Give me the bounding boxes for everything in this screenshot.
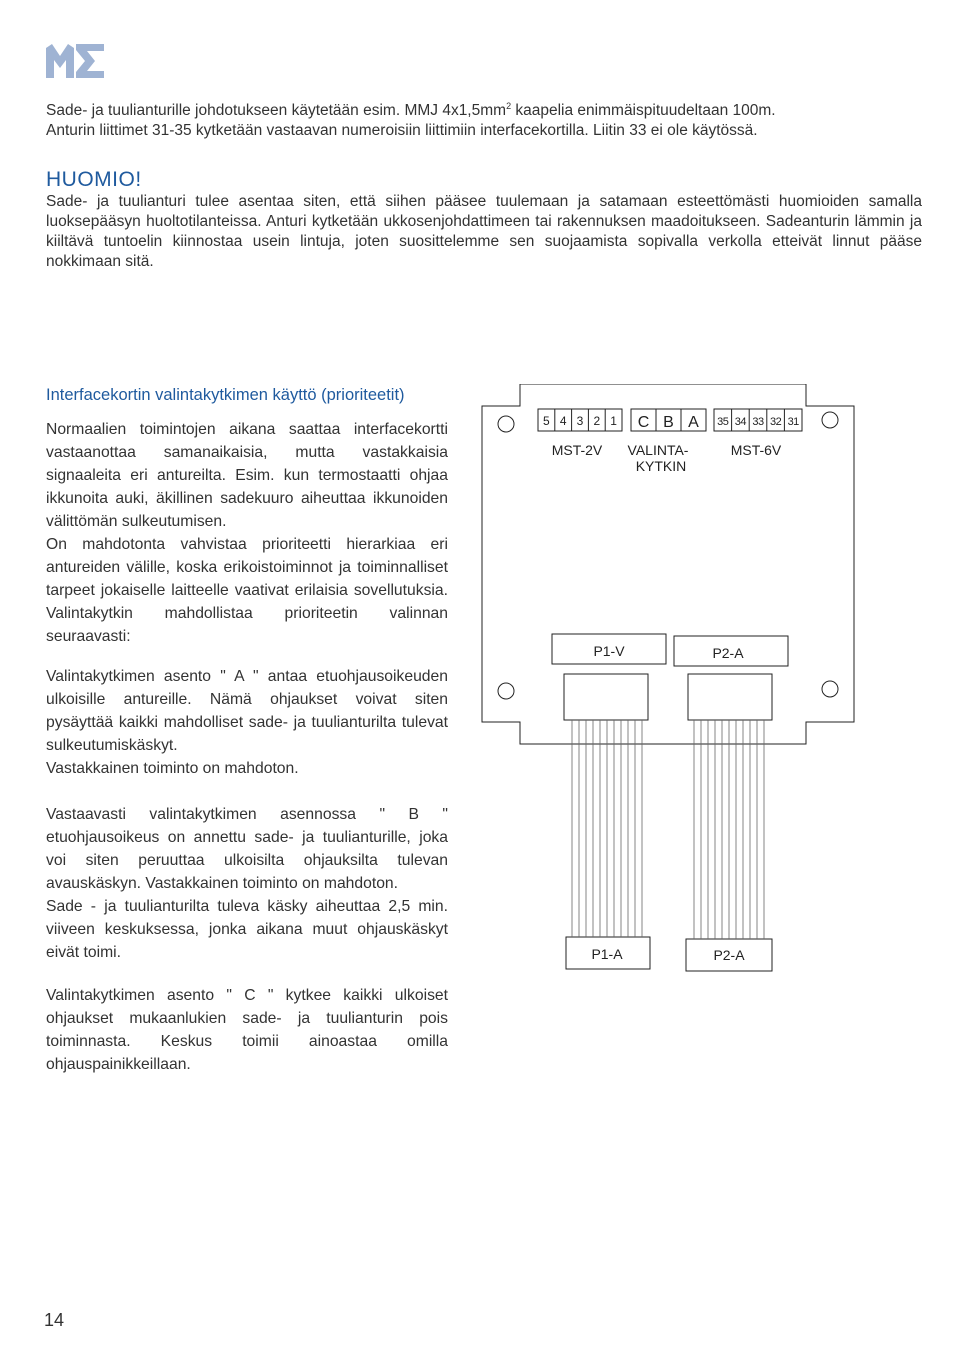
- selector-position: A: [688, 414, 699, 431]
- paragraph-1: Normaalien toimintojen aikana saattaa interfacekortti vastaanottaa samanaikaisia, mutta vastakkaisia signaaleita eri antureilta. Esim. kun termostaatti ohjaa ikkunoita auki, äkillinen sadekuuro aiheuttaa ikkunoiden välittömän sulkeutumisen. On mahdotonta vahvistaa prioriteetti hierarkiaa eri antureiden välille, koska erikoistoiminnot ja toiminnalliset tarpeet jokaiselle laitteelle vaativat erilaisia sovellutuksia. Valintakytkin mahdollistaa prioriteetin valinnan seuraavasti:: [46, 421, 448, 645]
- mst2v-pin: 3: [576, 414, 584, 428]
- p1v-label: P1-V: [593, 643, 625, 659]
- me-logo-icon: [46, 44, 104, 78]
- warning-title: HUOMIO!: [46, 168, 142, 191]
- paragraph-option-c: Valintakytkimen asento " C " kytkee kaikki ulkoiset ohjaukset mukaanlukien sade- ja tuulianturin pois toiminnasta. Keskus toimii ainoastaa omilla ohjauspainikkeillaan.: [46, 987, 448, 1073]
- interface-board-diagram: [476, 384, 866, 994]
- p1a-label: P1-A: [591, 946, 623, 962]
- selector-label-1: VALINTA-: [627, 442, 689, 458]
- intro-text: [46, 96, 926, 141]
- paragraph-option-b: Vastaavasti valintakytkimen asennossa " B " etuohjausoikeus on annettu sade- ja tuulianturille, joka voi siten peruuttaa ulkoisilta ohjauksilta tulevan avauskäskyn. Vastakkainen toiminto on mahdoton. Sade - ja tuulianturilta tuleva käsky aiheuttaa 2,5 min. viiveen keskuksessa, jonka aikana muut ohjauskäskyt eivät toimi.: [46, 806, 448, 961]
- mst2v-pin: 1: [610, 414, 617, 428]
- warning-text: Sade- ja tuulianturi tulee asentaa siten, että siihen pääsee tuulemaan ja satamaan esteettömästi huomioiden samalla luoksepääsyn huoltotilanteissa. Anturi kytketään ukkosenjohdattimeen tai rakennuksen maadoitukseen. Sadeanturin lämmin ja kiiltävä tuntoelin kiinnostaa usein lintuja, joten suosittelemme sen suojaamista sopivalla verkolla etteivät linnut pääse nokkimaan sitä.: [46, 193, 922, 270]
- page-number: 14: [44, 1310, 65, 1330]
- mst6v-label: MST-6V: [730, 442, 782, 458]
- mst6v-pin: 34: [734, 416, 747, 428]
- section-title: Interfacekortin valintakytkimen käyttö (prioriteetit): [46, 386, 405, 404]
- mst2v-pin: 4: [559, 414, 567, 428]
- selector-position: B: [663, 414, 674, 431]
- selector-label-2: KYTKIN: [635, 458, 687, 474]
- intro-line-1: Sade- ja tuulianturille johdotukseen käytetään esim. MMJ $4x1,5mm^2$ kaapelia enimmäispituudeltaan 100m.: [46, 101, 776, 120]
- mst6v-pin: 33: [752, 416, 764, 428]
- mst2v-label: MST-2V: [551, 442, 603, 458]
- selector-position: C: [637, 414, 650, 431]
- mst6v-pin: 35: [717, 416, 729, 428]
- mst6v-pin: 31: [787, 416, 799, 428]
- paragraph-option-a: Valintakytkimen asento " A " antaa etuohjausoikeuden ulkoisille antureille. Nämä ohjaukset voivat siten pysäyttää kaikki mahdolliset sade- ja tuulianturilta tulevat sulkeutumiskäskyt. Vastakkainen toiminto on mahdoton.: [46, 668, 448, 777]
- mst2v-pin: 2: [593, 414, 601, 428]
- mst6v-pin: 32: [769, 416, 782, 428]
- p2a-bottom-label: P2-A: [713, 947, 745, 963]
- intro-line-2: Anturin liittimet 31-35 kytketään vastaavan numeroisiin liittimiin interfacekortilla. Liitin 33 ei ole käytössä.: [46, 122, 758, 140]
- mst2v-pin: 5: [543, 414, 550, 428]
- p2a-top-label: P2-A: [712, 645, 744, 661]
